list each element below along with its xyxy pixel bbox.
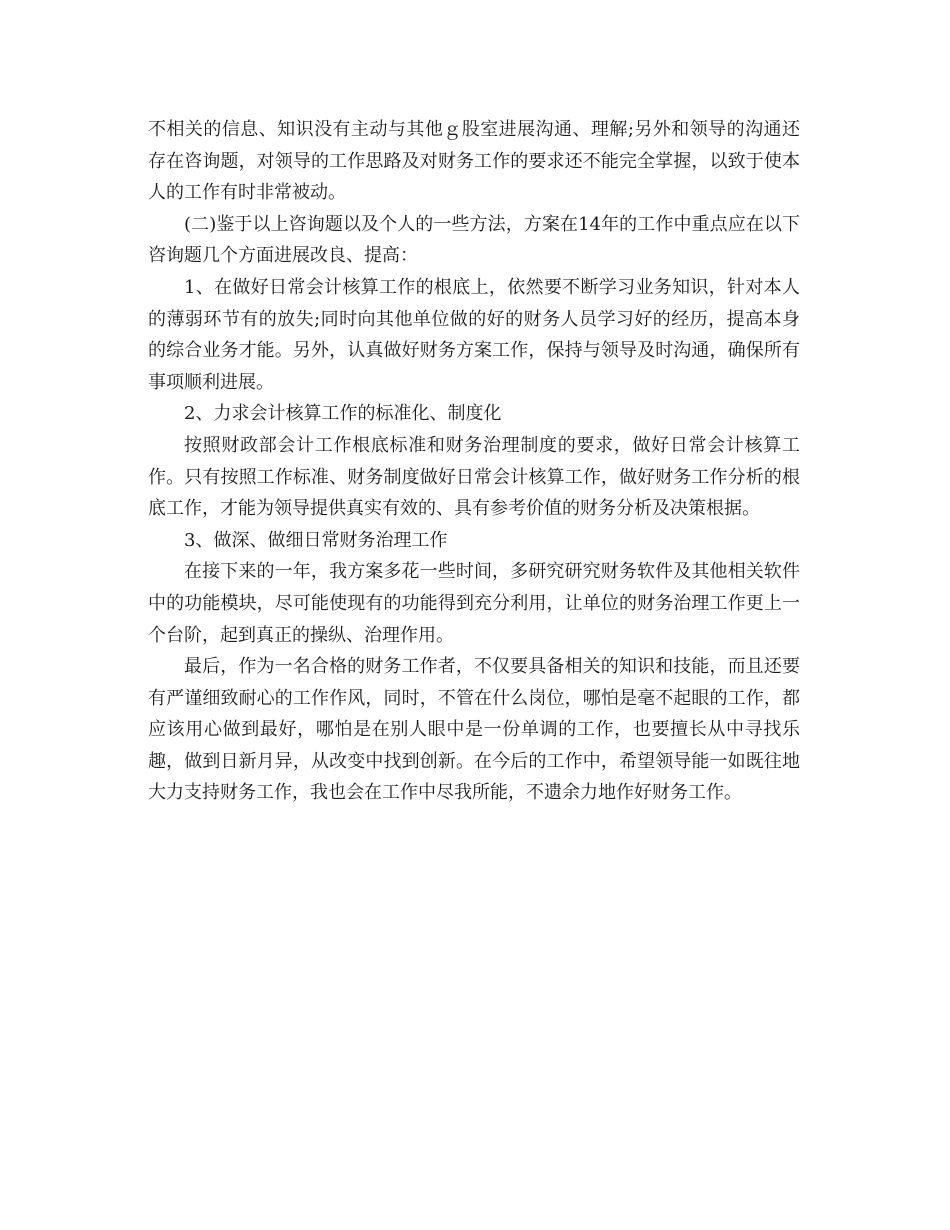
paragraph-item-two-body: 按照财政部会计工作根底标准和财务治理制度的要求，做好日常会计核算工作。只有按照工作标准、财务制度做好日常会计核算工作，做好财务工作分析的根底工作，才能为领导提供真实有效的、具有参考价值的财务分析及决策根据。 [148, 434, 800, 520]
paragraph-item-three-heading: 3、做深、做细日常财务治理工作 [184, 529, 448, 551]
paragraph-continuation: 不相关的信息、知识没有主动与其他ｇ股室进展沟通、理解;另外和领导的沟通还存在咨询题，对领导的工作思路及对财务工作的要求还不能完全掌握，以致于使本人的工作有时非常被动。 [148, 119, 800, 204]
paragraph-section-two: (二)鉴于以上咨询题以及个人的一些方法，方案在14年的工作中重点应在以下咨询题几个方面进展改良、提高： [148, 213, 800, 267]
paragraph-item-three-body: 在接下来的一年，我方案多花一些时间，多研究研究财务软件及其他相关软件中的功能模块，尽可能使现有的功能得到充分利用，让单位的财务治理工作更上一个台阶，起到真正的操纵、治理作用。 [148, 561, 800, 646]
paragraph-item-one: 1、在做好日常会计核算工作的根底上，依然要不断学习业务知识，针对本人的薄弱环节有的放失;同时向其他单位做的好的财务人员学习好的经历，提高本身的综合业务才能。另外，认真做好财务方案工作，保持与领导及时沟通，确保所有事项顺利进展。 [148, 276, 800, 393]
paragraph-conclusion: 最后，作为一名合格的财务工作者，不仅要具备相关的知识和技能，而且还要有严谨细致耐心的工作作风，同时，不管在什么岗位，哪怕是毫不起眼的工作，都应该用心做到最好，哪怕是在别人眼中是一份单调的工作，也要擅长从中寻找乐趣，做到日新月异，从改变中找到创新。在今后的工作中，希望领导能一如既往地大力支持财务工作，我也会在工作中尽我所能，不遗余力地作好财务工作。 [148, 656, 800, 804]
paragraph-item-two-heading: 2、力求会计核算工作的标准化、制度化 [184, 403, 502, 425]
document-body [148, 114, 800, 809]
